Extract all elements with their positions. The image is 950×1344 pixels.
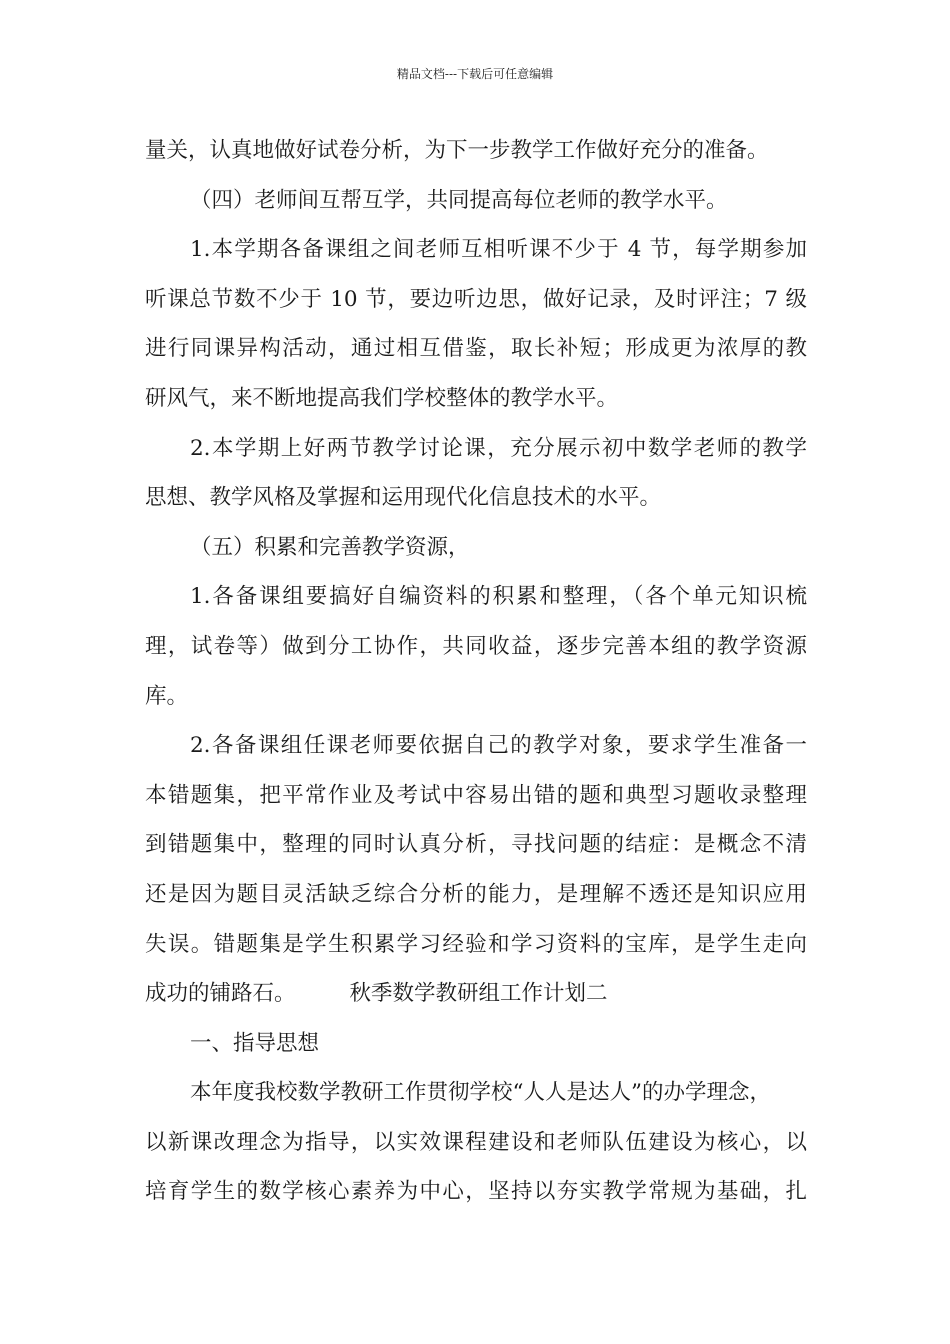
paragraph-line: 理，试卷等）做到分工协作，共同收益，逐步完善本组的教学资源 <box>145 633 807 659</box>
paragraph-line: 2.本学期上好两节教学讨论课，充分展示初中数学老师的教学 <box>190 435 807 461</box>
section-heading: （四）老师间互帮互学，共同提高每位老师的教学水平。 <box>190 187 728 213</box>
paragraph-line: 本年度我校数学教研工作贯彻学校“人人是达人”的办学理念， <box>190 1080 771 1106</box>
paragraph-line: 本错题集，把平常作业及考试中容易出错的题和典型习题收录整理 <box>145 782 807 808</box>
paragraph-line: 还是因为题目灵活缺乏综合分析的能力，是理解不透还是知识应用 <box>145 881 807 907</box>
paragraph-line: 库。 <box>145 683 189 709</box>
paragraph-line: 以新课改理念为指导，以实效课程建设和老师队伍建设为核心，以 <box>145 1129 807 1155</box>
paragraph-line: 培育学生的数学核心素养为中心，坚持以夯实教学常规为基础，扎 <box>145 1179 807 1205</box>
document-body <box>145 126 807 1217</box>
paragraph-line: 思想、教学风格及掌握和运用现代化信息技术的水平。 <box>145 485 662 511</box>
paragraph-line: 2.各备课组任课老师要依据自己的教学对象，要求学生准备一 <box>190 733 807 759</box>
paragraph-line: 听课总节数不少于 10 节，要边听边思，做好记录，及时评注；7 级 <box>145 286 807 312</box>
paragraph-end: 成功的铺路石。 <box>145 981 296 1007</box>
plan-title: 秋季数学教研组工作计划二 <box>349 981 608 1007</box>
paragraph-line: 量关，认真地做好试卷分析，为下一步教学工作做好充分的准备。 <box>145 138 769 163</box>
section-heading: 一、指导思想 <box>190 1030 320 1056</box>
paragraph-line: 到错题集中，整理的同时认真分析，寻找问题的结症：是概念不清 <box>145 832 807 858</box>
paragraph-line: 1.各备课组要搞好自编资料的积累和整理，（各个单元知识梳 <box>190 584 807 610</box>
paragraph-line-with-title <box>145 969 807 1019</box>
paragraph-line: 失误。错题集是学生积累学习经验和学习资料的宝库，是学生走向 <box>145 931 807 957</box>
paragraph-line: 1.本学期各备课组之间老师互相听课不少于 4 节，每学期参加 <box>190 237 807 263</box>
section-heading: （五）积累和完善教学资源， <box>190 534 470 560</box>
page-header: 精品文档---下载后可任意编辑 <box>396 67 554 81</box>
paragraph-line: 进行同课异构活动，通过相互借鉴，取长补短；形成更为浓厚的教 <box>145 336 807 362</box>
paragraph-line: 研风气，来不断地提高我们学校整体的教学水平。 <box>145 385 619 411</box>
